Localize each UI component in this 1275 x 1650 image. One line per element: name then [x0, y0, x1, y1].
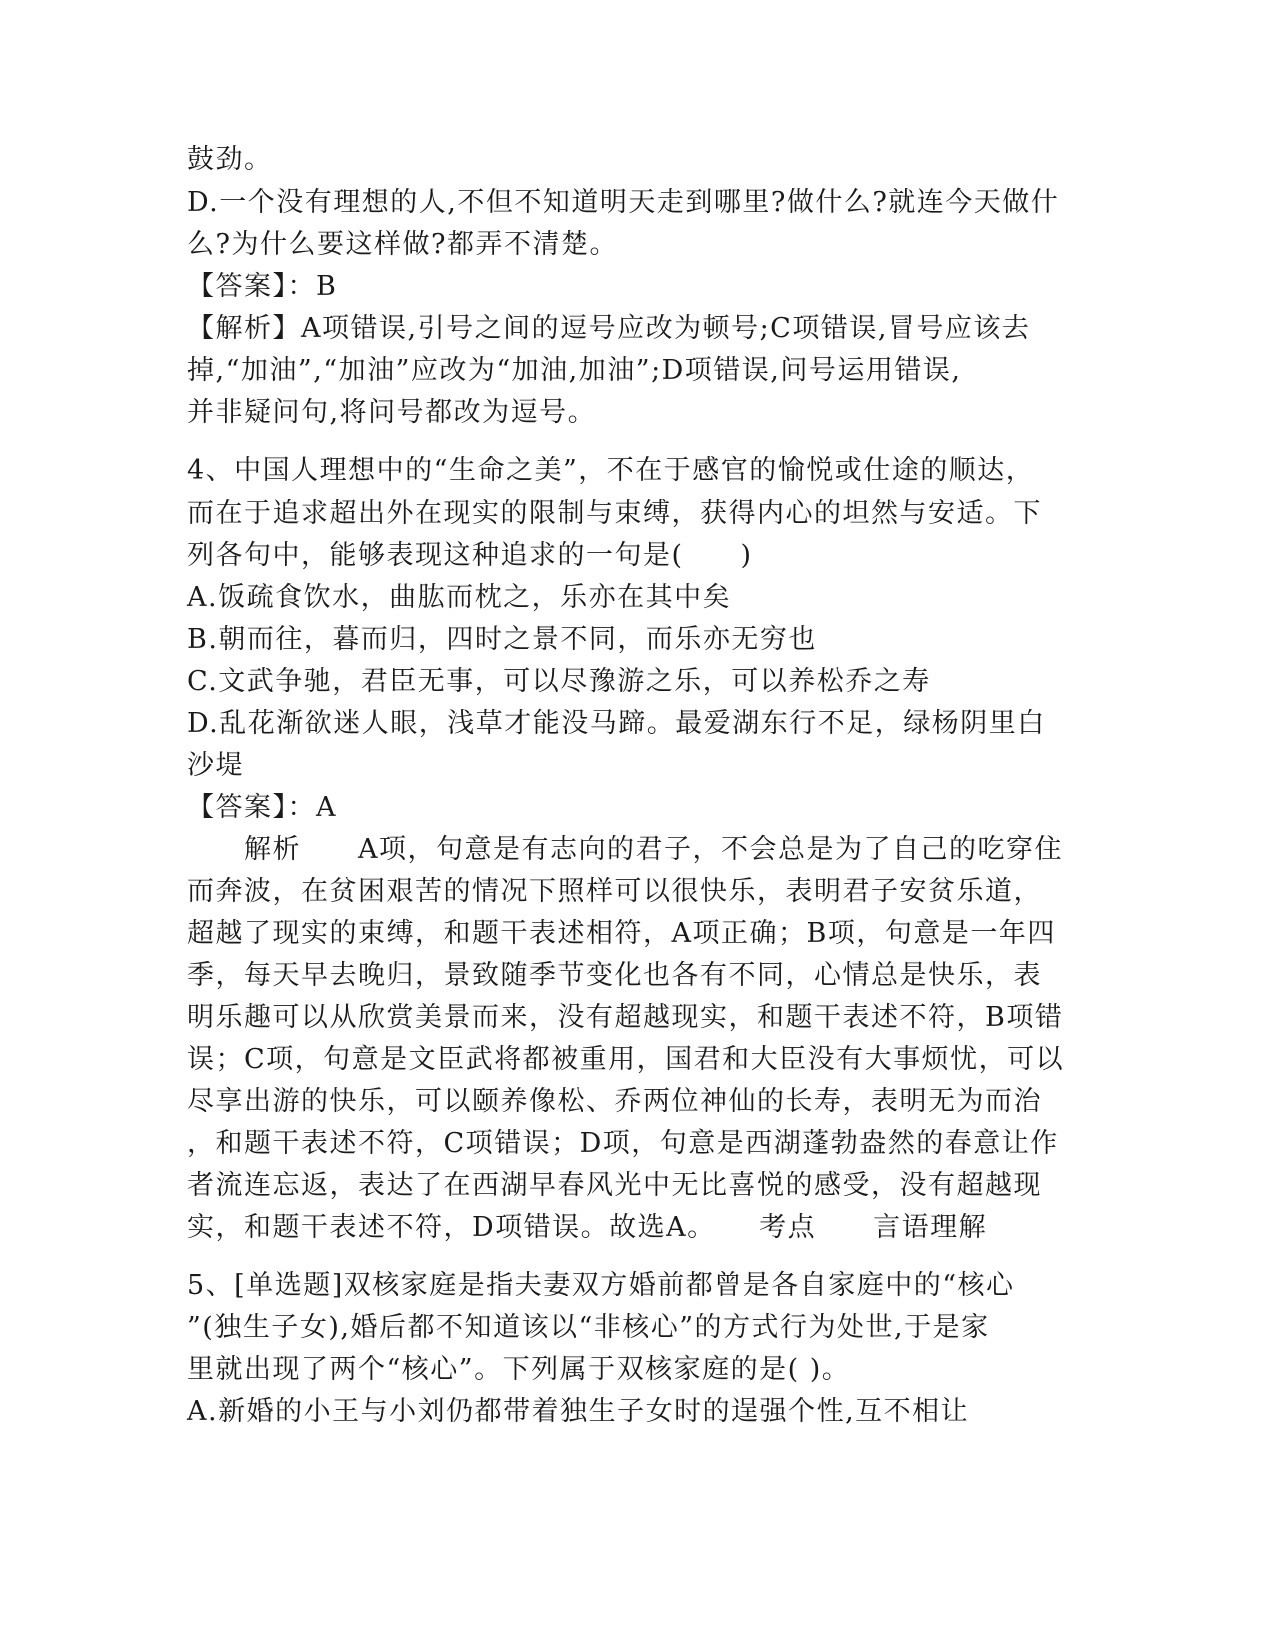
- text-line: D.一个没有理想的人,不但不知道明天走到哪里?做什么?就连今天做什: [187, 187, 1060, 218]
- question-4-stem: 列各句中，能够表现这种追求的一句是( ): [187, 540, 753, 571]
- option-c: C.文武争驰，君臣无事，可以尽豫游之乐，可以养松乔之寿: [187, 666, 931, 697]
- question-5-stem: 里就出现了两个“核心”。下列属于双核家庭的是( )。: [187, 1354, 851, 1385]
- analysis-text: 并非疑问句,将问号都改为逗号。: [187, 397, 597, 428]
- analysis-text: 季，每天早去晚归，景致随季节变化也各有不同，心情总是快乐，表: [187, 960, 1042, 991]
- option-b: B.朝而往，暮而归，四时之景不同，而乐亦无穷也: [187, 624, 817, 655]
- question-5-stem: ”(独生子女),婚后都不知道该以“非核心”的方式行为处世,于是家: [187, 1312, 990, 1343]
- option-d: 沙堤: [187, 750, 244, 781]
- analysis-text: 超越了现实的束缚，和题干表述相符，A项正确；B项，句意是一年四: [187, 918, 1056, 949]
- question-4-stem: 4、中国人理想中的“生命之美”，不在于感官的愉悦或仕途的顺达，: [187, 455, 1035, 486]
- analysis-text: 实，和题干表述不符，D项错误。故选A。 考点 言语理解: [187, 1212, 988, 1243]
- analysis-text: 尽享出游的快乐，可以颐养像松、乔两位神仙的长寿，表明无为而治: [187, 1086, 1042, 1117]
- analysis-text: ，和题干表述不符，C项错误；D项，句意是西湖蓬勃盎然的春意让作: [187, 1128, 1059, 1159]
- text-line: 么?为什么要这样做?都弄不清楚。: [187, 229, 618, 260]
- answer-label: 【答案】：A: [187, 792, 337, 823]
- option-d: D.乱花渐欲迷人眼，浅草才能没马蹄。最爱湖东行不足，绿杨阴里白: [187, 708, 1046, 739]
- analysis-text: 误；C项，句意是文臣武将都被重用，国君和大臣没有大事烦忧，可以: [187, 1044, 1065, 1075]
- analysis-text: 明乐趣可以从欣赏美景而来，没有超越现实，和题干表述不符，B项错: [187, 1002, 1064, 1033]
- analysis-text: 解析 A项，句意是有志向的君子，不会总是为了自己的吃穿住: [187, 834, 1063, 865]
- analysis-text: 者流连忘返，表达了在西湖早春风光中无比喜悦的感受，没有超越现: [187, 1170, 1042, 1201]
- analysis-text: 而奔波，在贫困艰苦的情况下照样可以很快乐，表明君子安贫乐道，: [187, 876, 1042, 907]
- text-line: 鼓劲。: [187, 144, 273, 175]
- analysis-text: 掉,“加油”,“加油”应改为“加油,加油”;D项错误,问号运用错误,: [187, 355, 962, 386]
- option-a: A.新婚的小王与小刘仍都带着独生子女时的逞强个性,互不相让: [187, 1396, 970, 1427]
- question-5-stem: 5、[单选题]双核家庭是指夫妻双方婚前都曾是各自家庭中的“核心: [187, 1270, 1015, 1301]
- question-4-stem: 而在于追求超出外在现实的限制与束缚，获得内心的坦然与安适。下: [187, 498, 1042, 529]
- answer-label: 【答案】：B: [187, 271, 338, 302]
- option-a: A.饭疏食饮水，曲肱而枕之，乐亦在其中矣: [187, 582, 732, 613]
- analysis-text: 【解析】A项错误,引号之间的逗号应改为顿号;C项错误,冒号应该去: [187, 313, 1031, 344]
